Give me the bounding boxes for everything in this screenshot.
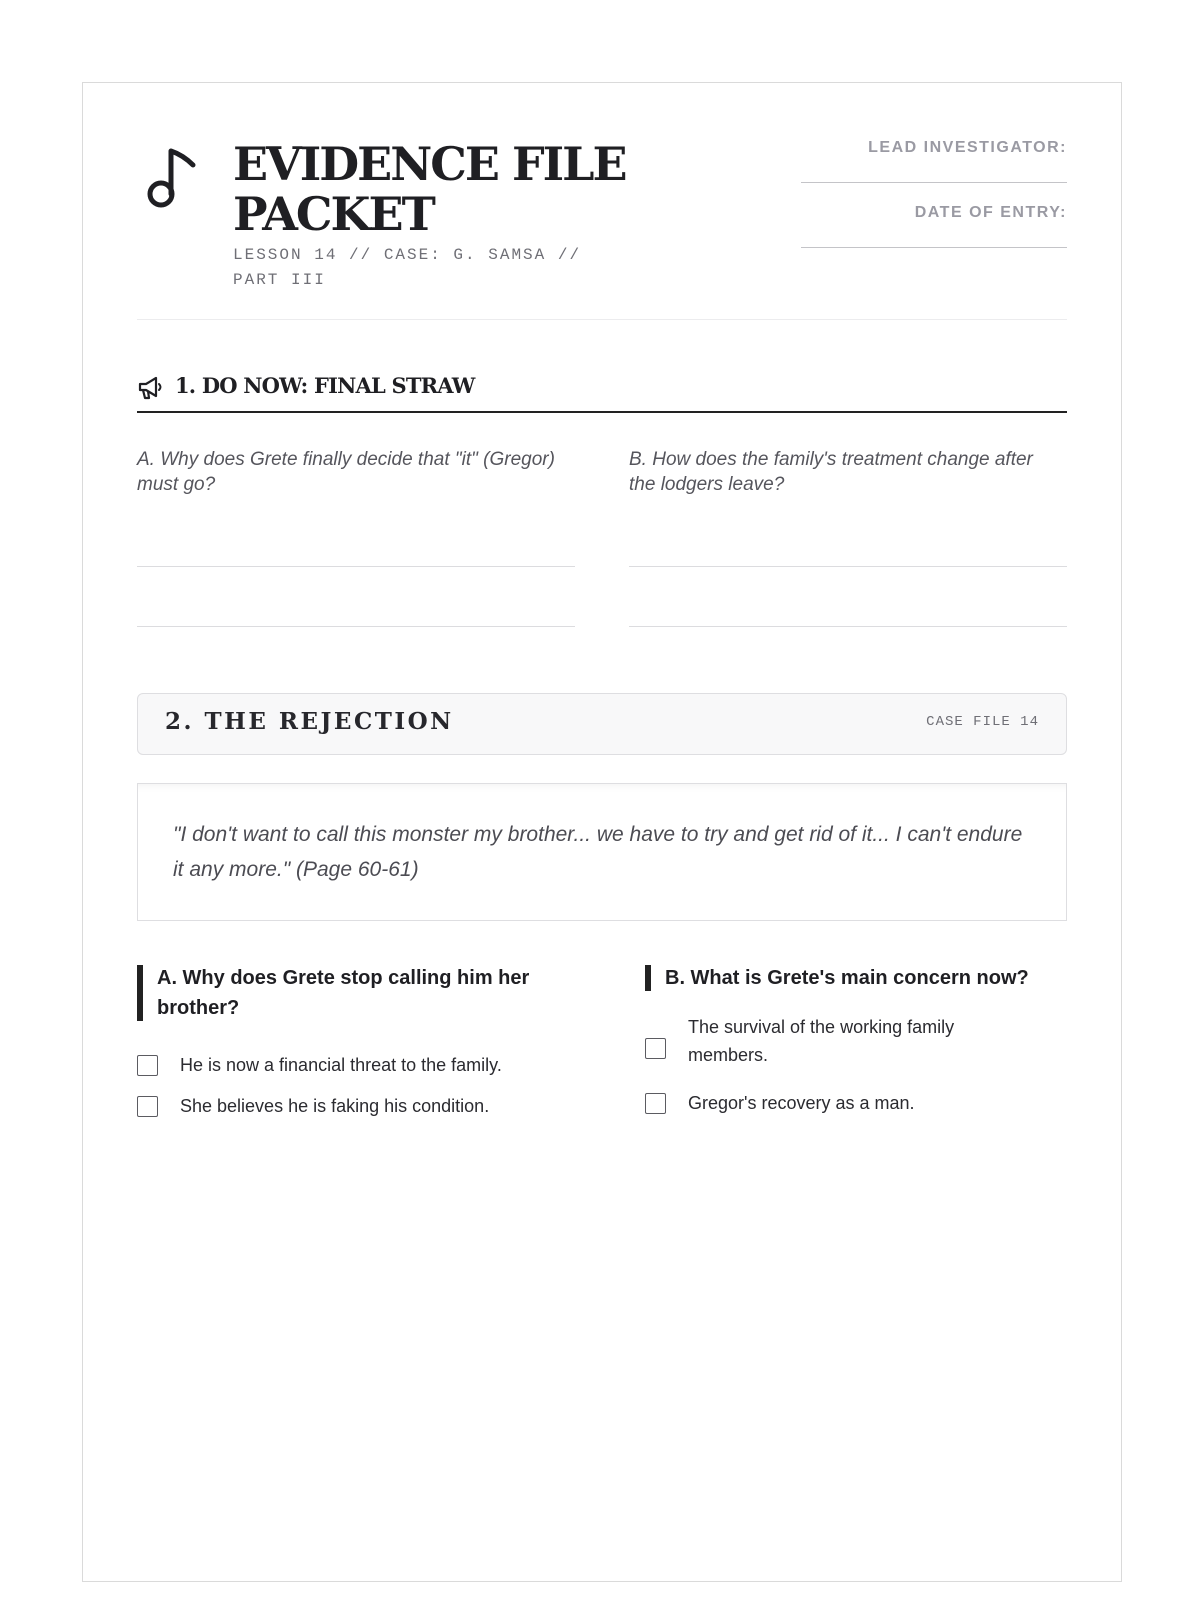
question-prompt: B. What is Grete's main concern now? xyxy=(645,963,1075,993)
answer-line[interactable] xyxy=(137,566,575,567)
option-label: The survival of the working family members. xyxy=(688,1017,955,1065)
question-prompt: A. Why does Grete stop calling him her brother? xyxy=(137,963,567,1023)
lead-investigator-field[interactable] xyxy=(801,182,1067,183)
section-title: 1. DO NOW: FINAL STRAW xyxy=(175,373,475,398)
answer-line[interactable] xyxy=(629,626,1067,627)
page-header xyxy=(137,139,1067,319)
section-banner xyxy=(137,693,1067,755)
answer-line[interactable] xyxy=(137,626,575,627)
date-of-entry-label: DATE OF ENTRY: xyxy=(914,204,1067,221)
megaphone-icon xyxy=(137,375,163,401)
do-now-question-b: B. How does the family's treatment change after the lodgers leave? xyxy=(629,449,1033,495)
multiple-choice-question-b xyxy=(645,963,1075,1113)
do-now-question-a: A. Why does Grete finally decide that "it" (Gregor) must go? xyxy=(137,449,555,495)
case-file-tag: CASE FILE 14 xyxy=(926,714,1039,730)
music-note-icon xyxy=(143,143,197,215)
answer-line[interactable] xyxy=(629,566,1067,567)
multiple-choice-question-a xyxy=(137,963,567,1116)
option-label: Gregor's recovery as a man. xyxy=(688,1093,915,1113)
section-heading xyxy=(137,375,1067,413)
quote-text: "I don't want to call this monster my brother... we have to try and get rid of it... I can't endure it any more." (Page 60-61) xyxy=(173,823,1023,881)
option-label: She believes he is faking his condition. xyxy=(180,1096,490,1116)
option-checkbox[interactable] xyxy=(645,1093,666,1114)
option-checkbox[interactable] xyxy=(645,1038,666,1059)
worksheet-page xyxy=(82,82,1122,1582)
option-label: He is now a financial threat to the family. xyxy=(180,1055,502,1075)
date-of-entry-field[interactable] xyxy=(801,247,1067,248)
option-checkbox[interactable] xyxy=(137,1096,158,1117)
quote-box xyxy=(137,783,1067,921)
header-divider xyxy=(137,319,1067,320)
lesson-subtitle: LESSON 14 // CASE: G. SAMSA // PART III xyxy=(233,246,582,289)
lead-investigator-label: LEAD INVESTIGATOR: xyxy=(868,139,1067,156)
section-title: 2. THE REJECTION xyxy=(165,708,454,735)
option-checkbox[interactable] xyxy=(137,1055,158,1076)
page-title: EVIDENCE FILE PACKET xyxy=(233,137,626,241)
